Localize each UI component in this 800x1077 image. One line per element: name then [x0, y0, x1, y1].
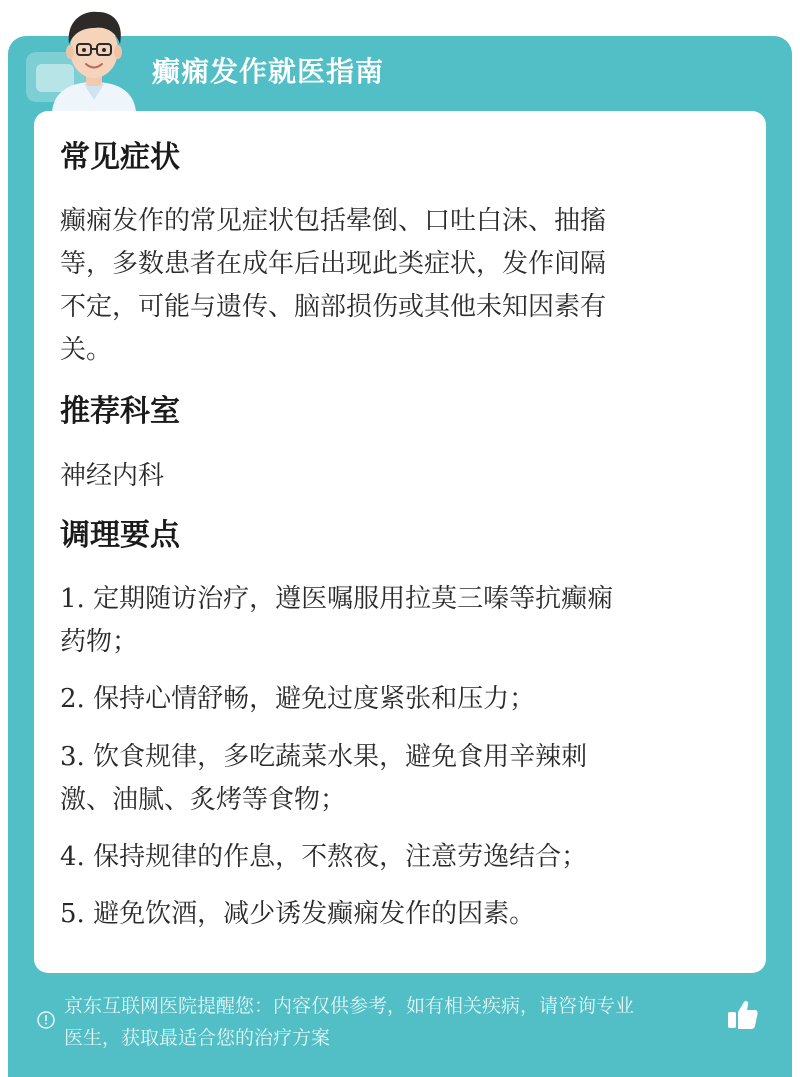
page-title: 癫痫发作就医指南: [152, 55, 385, 88]
care-item-line: 避免饮酒，减少诱发癫痫发作的因素。: [93, 899, 536, 929]
care-item-number: 4.: [60, 842, 85, 872]
symptoms-line: 不定，可能与遗传、脑部损伤或其他未知因素有: [60, 292, 607, 322]
care-item-line: 保持规律的作息，不熬夜，注意劳逸结合；: [93, 842, 588, 872]
care-item-4: [60, 836, 730, 879]
care-item-line: 保持心情舒畅，避免过度紧张和压力；: [93, 684, 536, 714]
care-item-line: 激、油腻、炙烤等食物；: [60, 785, 347, 815]
disclaimer-line: 医生，获取最适合您的治疗方案: [64, 1027, 331, 1049]
care-item-1: [60, 578, 730, 664]
care-item-number: 3.: [60, 742, 85, 772]
symptoms-text: [60, 200, 730, 372]
disclaimer: [64, 990, 724, 1054]
care-item-number: 2.: [60, 684, 85, 714]
care-item-3: [60, 736, 730, 822]
department-heading: 推荐科室: [60, 394, 180, 429]
care-item-5: [60, 893, 730, 936]
thumbs-up-icon[interactable]: [724, 996, 760, 1032]
care-item-2: [60, 678, 730, 721]
care-item-line: 定期随访治疗，遵医嘱服用拉莫三嗪等抗癫痫: [93, 584, 614, 614]
info-circle-icon: [36, 1010, 56, 1030]
disclaimer-line: 京东互联网医院提醒您：内容仅供参考，如有相关疾病，请咨询专业: [64, 995, 635, 1017]
doctor-avatar: [44, 0, 144, 112]
department-value: 神经内科: [60, 461, 165, 491]
symptoms-line: 等，多数患者在成年后出现此类症状，发作间隔: [60, 249, 607, 279]
care-item-number: 1.: [60, 584, 85, 614]
care-item-number: 5.: [60, 899, 85, 929]
symptoms-line: 关。: [60, 335, 113, 365]
symptoms-heading: 常见症状: [60, 140, 180, 175]
care-heading: 调理要点: [60, 518, 180, 553]
care-item-line: 饮食规律，多吃蔬菜水果，避免食用辛辣刺: [93, 742, 588, 772]
symptoms-line: 癫痫发作的常见症状包括晕倒、口吐白沫、抽搐: [60, 206, 607, 236]
care-item-line: 药物；: [60, 627, 139, 657]
